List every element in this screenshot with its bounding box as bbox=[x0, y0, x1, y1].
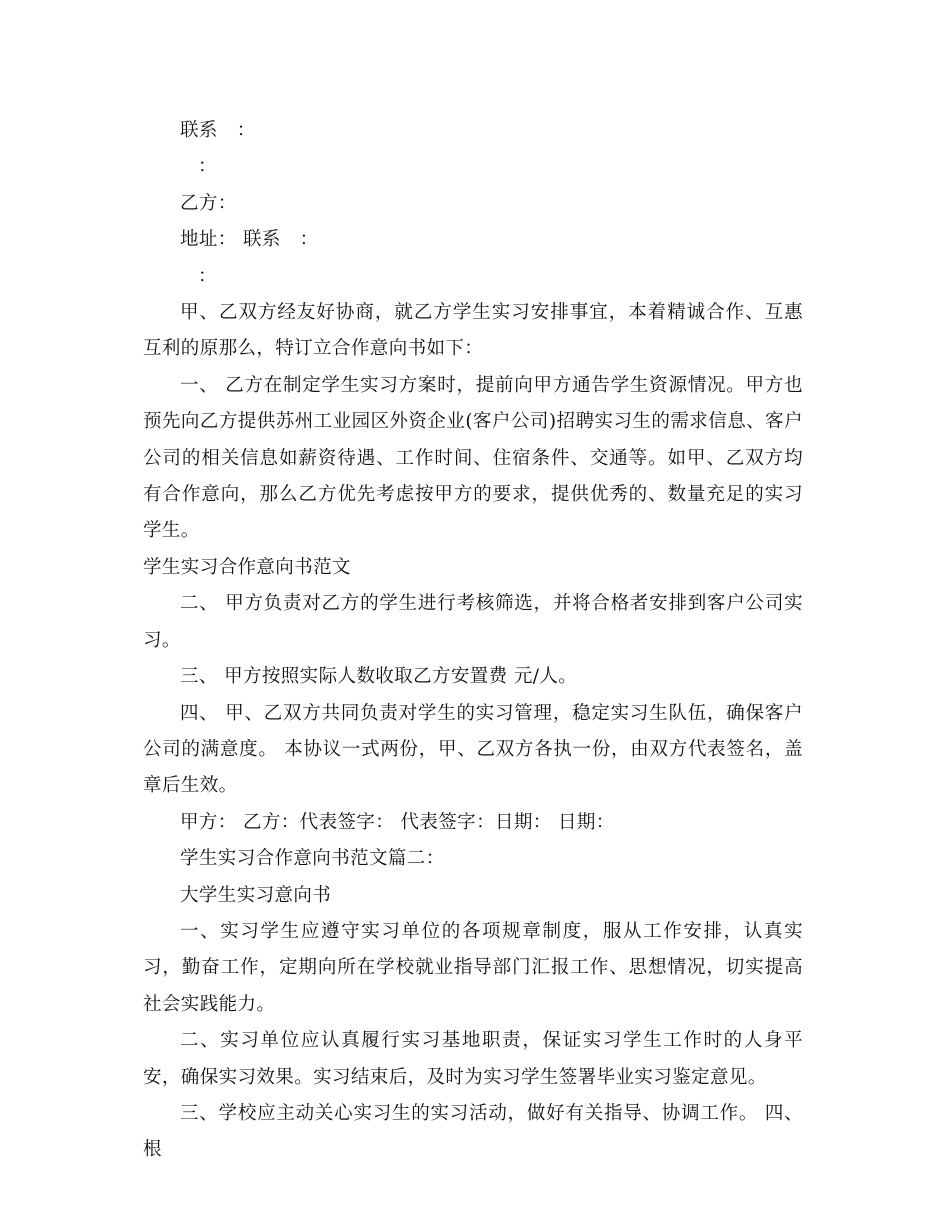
article-3: 三、学校应主动关心实习生的实习活动，做好有关指导、协调工作。 四、根 bbox=[143, 1102, 803, 1161]
section-heading: 学生实习合作意向书范文篇二： bbox=[180, 848, 445, 870]
intro-paragraph: 甲、乙双方经友好协商，就乙方学生实习安排事宜，本着精诚合作、互惠互利的原那么，特订立合作意向书如下： bbox=[143, 302, 803, 360]
signature-line: 甲方： 乙方：代表签字： 代表签字：日期： 日期： bbox=[180, 811, 615, 833]
party-b-line: 乙方： bbox=[180, 192, 237, 214]
clause-4: 四、 甲、乙双方共同负责对学生的实习管理，稳定实习生队伍，确保客户公司的满意度。 本协议一式两份，甲、乙双方各执一份，由双方代表签名，盖章后生效。 bbox=[143, 702, 803, 797]
document-title: 大学生实习意向书 bbox=[180, 884, 332, 906]
colon-line: ： bbox=[198, 156, 217, 178]
clause-2: 二、 甲方负责对乙方的学生进行考核筛选，并将合格者安排到客户公司实习。 bbox=[143, 593, 803, 651]
address-contact-line: 地址： 联系 ： bbox=[180, 229, 319, 251]
contact-line: 联系 ： bbox=[180, 120, 256, 141]
article-1: 一、实习学生应遵守实习单位的各项规章制度，服从工作安排，认真实习，勤奋工作，定期向所在学校就业指导部门汇报工作、思想情况，切实提高社会实践能力。 bbox=[143, 920, 803, 1015]
document-body bbox=[143, 113, 803, 1169]
clause-1: 一、 乙方在制定学生实习方案时，提前向甲方通告学生资源情况。甲方也预先向乙方提供苏州工业园区外资企业(客户公司)招聘实习生的需求信息、客户公司的相关信息如薪资待遇、工作时间、住宿条件、交通等。如甲、乙双方均有合作意向，那么乙方优先考虑按甲方的要求，提供优秀的、数量充足的实习学生。 bbox=[143, 374, 803, 542]
inline-title: 学生实习合作意向书范文 bbox=[143, 556, 351, 578]
clause-3: 三、 甲方按照实际人数收取乙方安置费 元/人。 bbox=[180, 666, 578, 688]
article-2: 二、实习单位应认真履行实习基地职责，保证实习学生工作时的人身平安，确保实习效果。实习结束后，及时为实习学生签署毕业实习鉴定意见。 bbox=[143, 1030, 803, 1088]
colon-line-2: ： bbox=[198, 265, 217, 287]
